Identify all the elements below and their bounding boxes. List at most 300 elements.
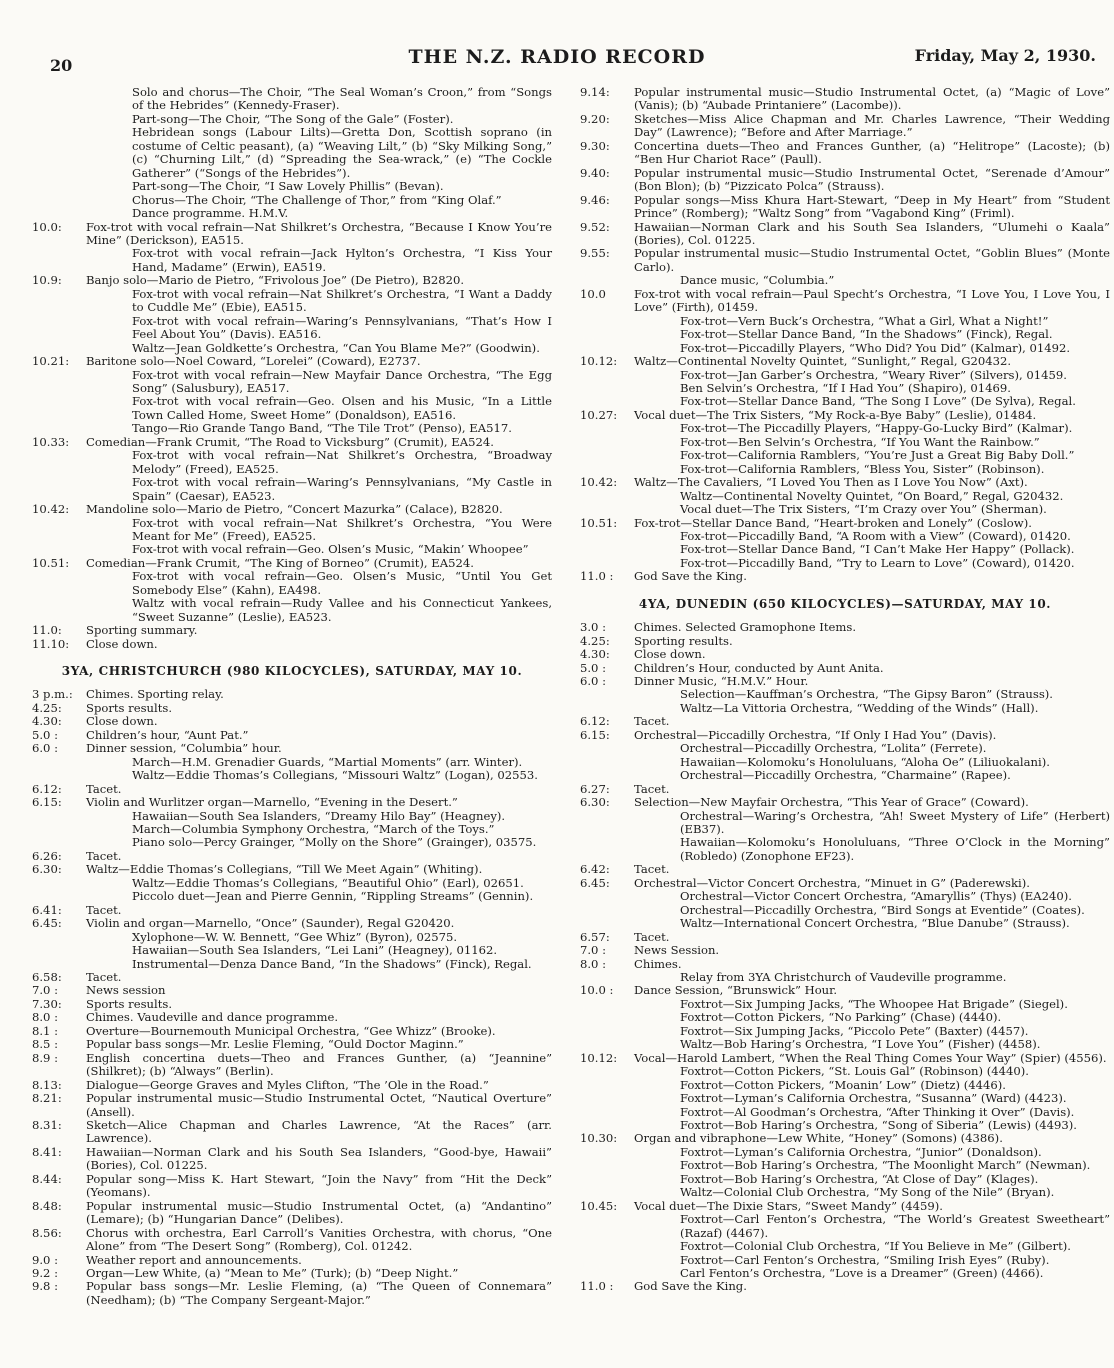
programme-entry (580, 621, 1110, 634)
entry-text: Orchestral—Piccadilly Orchestra, “If Only I Had You” (Davis). (634, 727, 997, 742)
entry-time: 3 p.m.: (32, 687, 73, 702)
entry-text: Sports results. (86, 700, 173, 715)
programme-entry (580, 140, 1110, 167)
programme-entry (580, 449, 1110, 462)
programme-entry (32, 1267, 552, 1280)
programme-entry (32, 113, 552, 126)
entry-text: Fox-trot—Stellar Dance Band, “Heart-broken and Lonely” (Coslow). (634, 515, 1032, 530)
entry-text: Fox-trot—Piccadilly Band, “A Room with a View” (Coward), 01420. (680, 528, 1071, 543)
station-heading-3ya: 3YA, CHRISTCHURCH (980 KILOCYCLES), SATURDAY, MAY 10. (61, 664, 523, 679)
entry-text: Chorus with orchestra, Earl Carroll’s Vanities Orchestra, with chorus, “One Alone” from “The Desert Song” (Romberg), Col. 01242. (86, 1225, 552, 1254)
entry-time (32, 890, 86, 903)
entry-time: 10.21: (32, 354, 70, 369)
entry-text: Popular bass songs—Mr. Leslie Fleming, (a) “The Queen of Connemara” (Needham); (b) “The Company Sergeant-Major.” (86, 1279, 552, 1307)
entry-time: 6.41: (32, 902, 62, 917)
entry-text: Popular instrumental music—Studio Instrumental Octet, “Nautical Overture” (Ansell). (86, 1091, 552, 1119)
entry-time (580, 557, 634, 570)
programme-entry (32, 126, 552, 180)
programme-entry (32, 783, 552, 796)
entry-time: 6.12: (580, 714, 610, 729)
entry-time (580, 328, 634, 341)
programme-entry (580, 635, 1110, 648)
programme-entry (32, 288, 552, 315)
entry-text: Foxtrot—Bob Haring’s Orchestra, “Song of Siberia” (Lewis) (4493). (680, 1117, 1077, 1132)
programme-entry (580, 113, 1110, 140)
programme-entry (580, 742, 1110, 755)
entry-time: 10.45: (580, 1198, 618, 1213)
entry-time (580, 503, 634, 516)
entry-text: Popular bass songs—Mr. Leslie Fleming, “Ould Doctor Maginn.” (86, 1037, 464, 1052)
entry-text: Selection—New Mayfair Orchestra, “This Year of Grace” (Coward). (634, 795, 1029, 810)
entry-text: Foxtrot—Carl Fenton’s Orchestra, “The World’s Greatest Sweetheart” (Razaf) (4467). (680, 1212, 1110, 1240)
entry-text: Orchestral—Piccadilly Orchestra, “Charmaine” (Rapee). (680, 768, 1011, 783)
programme-entry (32, 877, 552, 890)
page-number: 20 (50, 56, 73, 75)
entry-text: Instrumental—Denza Dance Band, “In the Shadows” (Finck), Regal. (132, 956, 532, 971)
entry-time: 6.57: (580, 929, 610, 944)
entry-time (32, 517, 86, 544)
entry-text: Hawaiian—South Sea Islanders, “Lei Lani” (Heagney), 01162. (132, 943, 498, 958)
entry-text: Foxtrot—Lyman’s California Orchestra, “Susanna” (Ward) (4423). (680, 1091, 1067, 1106)
entry-text: Popular instrumental music—Studio Instrumental Octet, “Goblin Blues” (Monte Carlo). (634, 246, 1110, 274)
entry-time: 8.0 : (580, 956, 607, 971)
entry-text: Orchestral—Waring’s Orchestra, “Ah! Sweet Mystery of Life” (Herbert) (EB37). (680, 808, 1110, 837)
entry-time: 6.0 : (580, 674, 607, 689)
entry-text: Waltz—Bob Haring’s Orchestra, “I Love You” (Fisher) (4458). (680, 1037, 1041, 1052)
programme-entry (32, 517, 552, 544)
entry-time: 11.0 : (580, 569, 614, 584)
publication-title: THE N.Z. RADIO RECORD (408, 46, 706, 68)
entry-text: News session (86, 983, 166, 998)
programme-entry (32, 756, 552, 769)
entry-time: 10.51: (580, 515, 618, 530)
entry-text: Tacet. (86, 902, 122, 917)
entry-time: 10.0 (580, 286, 606, 301)
programme-entry (580, 490, 1110, 503)
programme-entry (32, 570, 552, 597)
entry-time: 4.30: (32, 714, 62, 729)
issue-date: Friday, May 2, 1930. (914, 46, 1096, 65)
entry-text: Part-song—The Choir, “I Saw Lovely Phillis” (Bevan). (132, 179, 444, 194)
entry-time (580, 971, 634, 984)
programme-entry (580, 836, 1110, 863)
programme-entry (32, 436, 552, 449)
programme-entry (580, 1267, 1110, 1280)
entry-time (580, 1254, 634, 1267)
entry-text: Tacet. (86, 970, 122, 984)
entry-text: Sketches—Miss Alice Chapman and Mr. Charles Lawrence, “Their Wedding Day” (Lawrence); “Before and After Marriage.” (634, 111, 1110, 140)
entry-text: Vocal—Harold Lambert, “When the Real Thing Comes Your Way” (Spier) (4556). (634, 1050, 1107, 1065)
entry-time (580, 1025, 634, 1038)
entry-text: Waltz—Eddie Thomas’s Collegians, “Till We Meet Again” (Whiting). (86, 862, 483, 877)
entry-text: Hawaiian—South Sea Islanders, “Dreamy Hilo Bay” (Heagney). (132, 808, 506, 823)
programme-entry (580, 355, 1110, 368)
entry-time (32, 86, 86, 113)
programme-entry (580, 675, 1110, 688)
programme-entry (32, 1052, 552, 1079)
programme-entry (580, 463, 1110, 476)
entry-time: 9.0 : (32, 1252, 59, 1267)
programme-entry (580, 1186, 1110, 1199)
entry-time (580, 769, 634, 782)
entry-time (580, 756, 634, 769)
entry-text: Piccolo duet—Jean and Pierre Gennin, “Rippling Streams” (Gennin). (132, 889, 534, 904)
entry-text: News Session. (634, 943, 720, 958)
entry-time (580, 1267, 634, 1280)
programme-entry (580, 436, 1110, 449)
entry-time (580, 382, 634, 395)
entry-text: Vocal duet—The Trix Sisters, “My Rock-a-Bye Baby” (Leslie), 01484. (634, 407, 1037, 422)
entry-text: Waltz—Colonial Club Orchestra, “My Song of the Nile” (Bryan). (680, 1185, 1055, 1200)
entry-time (580, 436, 634, 449)
entry-text: Chimes. Sporting relay. (86, 687, 224, 702)
entry-time (32, 247, 86, 274)
programme-entry (580, 342, 1110, 355)
entry-time (32, 315, 86, 342)
programme-entry (580, 409, 1110, 422)
entry-text: Tacet. (634, 862, 670, 877)
programme-entry (580, 1025, 1110, 1038)
programme-entry (32, 836, 552, 849)
entry-time: 10.42: (580, 475, 618, 490)
programme-entry (580, 1159, 1110, 1172)
entry-text: Overture—Bournemouth Municipal Orchestra, “Gee Whizz” (Brooke). (86, 1023, 496, 1038)
programme-entry (32, 769, 552, 782)
programme-entry (580, 543, 1110, 556)
entry-text: Fox-trot with vocal refrain—Geo. Olsen’s Music, “Makin’ Whoopee” (132, 542, 529, 557)
entry-text: Sporting summary. (86, 623, 198, 638)
programme-entry (580, 1079, 1110, 1092)
programme-entry (32, 543, 552, 556)
entry-time (32, 836, 86, 849)
entry-text: Orchestral—Victor Concert Orchestra, “Minuet in G” (Paderewski). (634, 875, 1030, 890)
programme-entry (580, 1280, 1110, 1293)
entry-time: 5.0 : (580, 660, 607, 675)
entry-text: Dinner Music, “H.M.V.” Hour. (634, 674, 809, 689)
programme-entry (32, 624, 552, 637)
programme-entry (32, 449, 552, 476)
entry-time (580, 1065, 634, 1078)
entry-text: Fox-trot—The Piccadilly Players, “Happy-Go-Lucky Bird” (Kalmar). (680, 421, 1073, 436)
entry-time (580, 1186, 634, 1199)
programme-entry (32, 1092, 552, 1119)
programme-entry (580, 917, 1110, 930)
programme-entry (32, 1200, 552, 1227)
entry-text: Fox-trot—Vern Buck’s Orchestra, “What a Girl, What a Night!” (680, 313, 1049, 328)
programme-entry (32, 958, 552, 971)
programme-entry (580, 998, 1110, 1011)
entry-text: Waltz—Jean Goldkette’s Orchestra, “Can You Blame Me?” (Goodwin). (132, 340, 540, 355)
entry-time (32, 369, 86, 396)
entry-text: Baritone solo—Noel Coward, “Lorelei” (Coward), E2737. (86, 354, 421, 369)
entry-text: Fox-trot with vocal refrain—Nat Shilkret’s Orchestra, “You Were Meant for Me” (Freed), EA525. (132, 515, 552, 543)
programme-entry (32, 917, 552, 930)
entry-time (32, 823, 86, 836)
entry-time: 9.30: (580, 138, 610, 153)
programme-entry (32, 597, 552, 624)
programme-entry (580, 756, 1110, 769)
entry-time (580, 1106, 634, 1119)
entry-time (32, 931, 86, 944)
programme-entry (580, 1052, 1110, 1065)
entry-time (580, 449, 634, 462)
entry-time (580, 395, 634, 408)
programme-entry (32, 715, 552, 728)
programme-entry (580, 1119, 1110, 1132)
entry-time: 10.9: (32, 273, 62, 288)
programme-entry (32, 1038, 552, 1051)
right-bottom-listing (580, 621, 1110, 1294)
programme-entry (580, 274, 1110, 287)
entry-time (32, 207, 86, 220)
programme-entry (580, 863, 1110, 876)
entry-text: Comedian—Frank Crumit, “The Road to Vicksburg” (Crumit), EA524. (86, 434, 494, 449)
entry-time (32, 180, 86, 193)
programme-entry (32, 823, 552, 836)
entry-time: 6.45: (32, 916, 62, 931)
entry-time (32, 395, 86, 422)
entry-time (32, 597, 86, 624)
entry-time (580, 490, 634, 503)
programme-entry (32, 1011, 552, 1024)
entry-text: Mandoline solo—Mario de Pietro, “Concert Mazurka” (Calace), B2820. (86, 502, 503, 517)
entry-time: 8.9 : (32, 1050, 59, 1065)
entry-time: 10.33: (32, 434, 70, 449)
entry-time (580, 1213, 634, 1240)
programme-entry (32, 342, 552, 355)
entry-time (580, 836, 634, 863)
entry-text: Close down. (86, 636, 158, 651)
programme-entry (32, 369, 552, 396)
entry-time (580, 274, 634, 287)
entry-text: Waltz—Eddie Thomas’s Collegians, “Beautiful Ohio” (Earl), 02651. (132, 875, 524, 890)
programme-entry (580, 530, 1110, 543)
entry-text: Weather report and announcements. (86, 1252, 302, 1267)
entry-text: Sports results. (86, 996, 173, 1011)
programme-entry (32, 810, 552, 823)
programme-entry (32, 1079, 552, 1092)
entry-text: Fox-trot with vocal refrain—Nat Shilkret’s Orchestra, “Because I Know You’re Mine” (Derickson), EA515. (86, 219, 552, 247)
entry-time: 11.0: (32, 623, 62, 638)
programme-entry (32, 944, 552, 957)
programme-entry (580, 369, 1110, 382)
programme-entry (32, 194, 552, 207)
entry-time: 9.40: (580, 165, 610, 180)
entry-text: Tacet. (634, 929, 670, 944)
entry-time: 11.10: (32, 636, 70, 651)
entry-time: 10.0: (32, 219, 62, 234)
entry-text: Hawaiian—Kolomoku’s Honoluluans, “Three O’Clock in the Morning” (Robledo) (Zonophone EF23). (680, 835, 1110, 863)
entry-text: Waltz with vocal refrain—Rudy Vallee and his Connecticut Yankees, “Sweet Suzanne” (Leslie), EA523. (132, 596, 552, 624)
entry-text: Popular instrumental music—Studio Instrumental Octet, (a) “Andantino” (Lemare); (b) “Hungarian Dance” (Delibes). (86, 1198, 552, 1227)
programme-entry (580, 422, 1110, 435)
programme-entry (32, 476, 552, 503)
entry-time: 6.45: (580, 875, 610, 890)
entry-time (32, 756, 86, 769)
entry-time (32, 944, 86, 957)
entry-time: 4.25: (580, 633, 610, 648)
programme-entry (580, 931, 1110, 944)
entry-text: Fox-trot with vocal refrain—Geo. Olsen and his Music, “In a Little Town Called Home, Sweet Home” (Donaldson), EA516. (132, 394, 552, 422)
entry-text: Banjo solo—Mario de Pietro, “Frivolous Joe” (De Pietro), B2820. (86, 273, 465, 288)
entry-time (580, 1038, 634, 1051)
entry-text: Violin and organ—Marnello, “Once” (Saunder), Regal G20420. (86, 916, 455, 931)
programme-entry (580, 86, 1110, 113)
entry-time: 10.12: (580, 354, 618, 369)
entry-time (32, 476, 86, 503)
programme-entry (32, 274, 552, 287)
entry-text: Organ—Lew White, (a) “Mean to Me” (Turk); (b) “Deep Night.” (86, 1265, 459, 1280)
entry-text: Tacet. (634, 714, 670, 729)
entry-time: 8.5 : (32, 1037, 59, 1052)
programme-entry (580, 944, 1110, 957)
entry-time: 6.27: (580, 781, 610, 796)
programme-entry (580, 288, 1110, 315)
entry-text: Orchestral—Piccadilly Orchestra, “Lolita” (Ferrete). (680, 741, 987, 756)
entry-text: Waltz—Eddie Thomas’s Collegians, “Missouri Waltz” (Logan), 02553. (132, 768, 538, 783)
entry-text: Dialogue—George Graves and Myles Clifton, “The ’Ole in the Road.” (86, 1077, 489, 1092)
entry-time: 4.25: (32, 700, 62, 715)
entry-text: Comedian—Frank Crumit, “The King of Borneo” (Crumit), EA524. (86, 555, 474, 570)
entry-time: 9.2 : (32, 1265, 59, 1280)
entry-text: Waltz—The Cavaliers, “I Loved You Then as I Love You Now” (Axt). (634, 475, 1028, 490)
entry-text: Fox-trot—Ben Selvin’s Orchestra, “If You Want the Rainbow.” (680, 434, 1040, 449)
entry-text: Hawaiian—Norman Clark and his South Sea Islanders, “Good-bye, Hawaii” (Bories), Col. 01225. (86, 1144, 552, 1173)
entry-text: Chimes. Selected Gramophone Items. (634, 620, 857, 635)
entry-text: Fox-trot with vocal refrain—Paul Specht’s Orchestra, “I Love You, I Love You, I Love” (Firth), 01459. (634, 286, 1110, 315)
programme-entry (32, 422, 552, 435)
entry-text: Popular song—Miss K. Hart Stewart, “Join the Navy” from “Hit the Deck” (Yeomans). (86, 1171, 552, 1200)
entry-text: Organ and vibraphone—Lew White, “Honey” (Somons) (4386). (634, 1131, 1003, 1146)
programme-entry (32, 702, 552, 715)
programme-entry (580, 382, 1110, 395)
programme-entry (32, 1280, 552, 1307)
entry-text: Fox-trot with vocal refrain—Nat Shilkret’s Orchestra, “I Want a Daddy to Cuddle Me” (Ebie), EA515. (132, 286, 552, 315)
entry-time: 8.1 : (32, 1023, 59, 1038)
entry-time (32, 342, 86, 355)
entry-time (580, 315, 634, 328)
entry-time (32, 877, 86, 890)
programme-entry (580, 315, 1110, 328)
entry-text: Sporting results. (634, 633, 733, 648)
entry-text: Foxtrot—Cotton Pickers, “St. Louis Gal” (Robinson) (4440). (680, 1064, 1029, 1079)
programme-entry (32, 221, 552, 248)
entry-text: Dinner session, “Columbia” hour. (86, 741, 282, 756)
entry-text: Sketch—Alice Chapman and Charles Lawrence, “At the Races” (arr. Lawrence). (86, 1117, 552, 1146)
programme-entry (580, 810, 1110, 837)
entry-time (580, 1146, 634, 1159)
entry-text: Children’s hour, “Aunt Pat.” (86, 727, 249, 742)
entry-text: Ben Selvin’s Orchestra, “If I Had You” (Shapiro), 01469. (680, 380, 1011, 395)
entry-time (32, 769, 86, 782)
entry-text: Orchestral—Victor Concert Orchestra, “Amaryllis” (Thys) (EA240). (680, 889, 1072, 904)
entry-time: 9.55: (580, 246, 610, 261)
entry-text: Fox-trot—Piccadilly Band, “Try to Learn to Love” (Coward), 01420. (680, 555, 1075, 570)
programme-entry (580, 476, 1110, 489)
entry-text: Fox-trot—Stellar Dance Band, “In the Shadows” (Finck), Regal. (680, 327, 1053, 342)
entry-text: Fox-trot—California Ramblers, “Bless You, Sister” (Robinson). (680, 461, 1045, 476)
entry-text: Chimes. (634, 956, 682, 971)
programme-entry (580, 715, 1110, 728)
entry-time (580, 369, 634, 382)
entry-time (580, 543, 634, 556)
entry-text: Orchestral—Piccadilly Orchestra, “Bird Songs at Eventide” (Coates). (680, 902, 1085, 917)
entry-text: Foxtrot—Six Jumping Jacks, “Piccolo Pete” (Baxter) (4457). (680, 1023, 1029, 1038)
entry-text: Solo and chorus—The Choir, “The Seal Woman’s Croon,” from “Songs of the Hebrides” (Kennedy-Fraser). (132, 85, 552, 113)
programme-entry (32, 557, 552, 570)
entry-time (580, 1079, 634, 1092)
entry-text: Fox-trot with vocal refrain—Geo. Olsen’s Music, “Until You Get Somebody Else” (Kahn), EA498. (132, 569, 552, 597)
entry-text: Close down. (634, 647, 706, 662)
entry-text: Part-song—The Choir, “The Song of the Gale” (Foster). (132, 111, 454, 126)
entry-time: 7.30: (32, 996, 62, 1011)
programme-entry (32, 971, 552, 984)
entry-text: Tacet. (86, 848, 122, 863)
entry-time: 8.31: (32, 1117, 62, 1132)
entry-text: Piano solo—Percy Grainger, “Molly on the Shore” (Grainger), 03575. (132, 835, 537, 850)
programme-entry (580, 1254, 1110, 1267)
entry-text: Vocal duet—The Trix Sisters, “I’m Crazy over You” (Sherman). (680, 502, 1047, 517)
entry-time: 10.42: (32, 502, 70, 517)
entry-time: 8.48: (32, 1198, 62, 1213)
programme-entry (580, 1038, 1110, 1051)
entry-time: 6.58: (32, 970, 62, 984)
entry-text: Tacet. (634, 781, 670, 796)
programme-entry (32, 890, 552, 903)
entry-text: Concertina duets—Theo and Frances Gunther, (a) “Helitrope” (Lacoste); (b) “Ben Hur Chariot Race” (Paull). (634, 138, 1110, 167)
entry-time: 10.12: (580, 1050, 618, 1065)
entry-time (32, 449, 86, 476)
entry-text: Violin and Wurlitzer organ—Marnello, “Evening in the Desert.” (86, 795, 458, 810)
programme-entry (580, 247, 1110, 274)
programme-entry (580, 984, 1110, 997)
entry-text: Fox-trot with vocal refrain—New Mayfair Dance Orchestra, “The Egg Song” (Salusbury), EA517. (132, 367, 552, 395)
programme-entry (32, 638, 552, 651)
entry-text: Fox-trot with vocal refrain—Jack Hylton’s Orchestra, “I Kiss Your Hand, Madame” (Erwin), EA519. (132, 246, 552, 274)
entry-text: Fox-trot—California Ramblers, “You’re Just a Great Big Baby Doll.” (680, 448, 1075, 463)
station-heading-4ya: 4YA, DUNEDIN (650 KILOCYCLES)—SATURDAY, MAY 10. (638, 596, 1052, 611)
entry-time (580, 422, 634, 435)
programme-entry (580, 1106, 1110, 1119)
entry-text: Children’s Hour, conducted by Aunt Anita. (634, 660, 884, 675)
programme-entry (580, 1092, 1110, 1105)
programme-entry (32, 86, 552, 113)
entry-time: 9.14: (580, 85, 610, 99)
entry-time (580, 1092, 634, 1105)
entry-text: Waltz—Continental Novelty Quintet, “On Board,” Regal, G20432. (680, 488, 1064, 503)
entry-time (580, 810, 634, 837)
entry-time: 10.0 : (580, 983, 614, 998)
entry-text: March—Columbia Symphony Orchestra, “March of the Toys.” (132, 822, 495, 837)
entry-text: Foxtrot—Carl Fenton’s Orchestra, “Smiling Irish Eyes” (Ruby). (680, 1252, 1050, 1267)
programme-entry (580, 395, 1110, 408)
entry-time: 9.8 : (32, 1279, 59, 1294)
programme-entry (580, 648, 1110, 661)
entry-text: Waltz—La Vittoria Orchestra, “Wedding of the Winds” (Hall). (680, 700, 1039, 715)
programme-entry (32, 688, 552, 701)
entry-time (32, 422, 86, 435)
programme-entry (32, 315, 552, 342)
entry-time (32, 126, 86, 180)
entry-text: Fox-trot—Piccadilly Players, “Who Did? You Did” (Kalmar), 01492. (680, 340, 1071, 355)
entry-time: 11.0 : (580, 1279, 614, 1294)
entry-text: Fox-trot—Stellar Dance Band, “I Can’t Make Her Happy” (Pollack). (680, 542, 1075, 557)
entry-time: 8.44: (32, 1171, 62, 1186)
programme-entry (32, 1254, 552, 1267)
entry-time: 4.30: (580, 647, 610, 662)
entry-time: 7.0 : (32, 983, 59, 998)
programme-entry (580, 557, 1110, 570)
